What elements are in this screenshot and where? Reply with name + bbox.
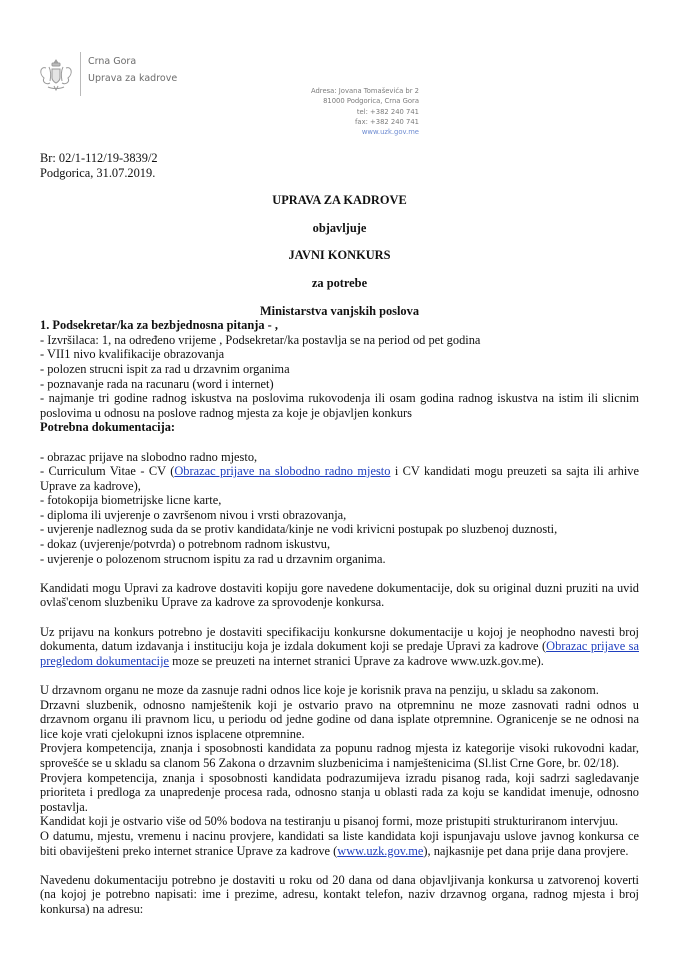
title-announces: objavljuje: [312, 220, 367, 235]
position-line-computer: - poznavanje rada na racunaru (word i internet): [40, 376, 274, 391]
documentation-item: - fotokopija biometrijske licne karte,: [40, 493, 222, 508]
org-name: [88, 53, 177, 87]
contact-address: [311, 86, 419, 137]
application-form-link[interactable]: Obrazac prijave na slobodno radno mjesto: [174, 464, 391, 479]
documentation-item: - uvjerenje nadleznog suda da se protiv kandidata/kinje ne vodi krivicni postupak po sluzbenoj duznosti,: [40, 522, 558, 537]
documentation-item-cv: [40, 464, 639, 493]
cv-text-pre: - Curriculum Vitae - CV (: [40, 464, 175, 479]
notification-text-pre: O datumu, mjestu, vremenu i nacinu provjere, kandidati sa liste kandidata koji ispunjavaju uslove javnog konkursa ce biti obaviješteni preko internet stranice Uprave za kadrove (: [40, 828, 639, 858]
logo-divider: [80, 52, 81, 96]
documentation-item: - uvjerenje o polozenom strucnom ispitu za rad u drzavnim organima.: [40, 551, 386, 566]
documentation-item: - diploma ili uvjerenje o završenom nivou i vrsti obrazovanja,: [40, 507, 347, 522]
letterhead-logo: [36, 52, 186, 96]
paragraph-specification: [40, 625, 639, 669]
documentation-heading: Potrebna dokumentacija:: [40, 420, 176, 435]
documentation-list: [40, 450, 639, 567]
condition-competence-check: Provjera kompetencija, znanja i sposobnosti kandidata za popunu radnog mjesta iz kategorije visoki rukovodni kadar, sprovešće se u skladu sa clanom 56 Zakona o drzavnim sluzbenicima i namještenicima (Sl.list Crne Gore, br. 02/18).: [40, 741, 639, 770]
title-competition: JAVNI KONKURS: [288, 248, 391, 263]
condition-interview: Kandidat koji je ostvario više od 50% bodova na testiranju u pisanoj formi, moze pristupiti strukturiranom intervjuu.: [40, 814, 619, 829]
title-for-needs: za potrebe: [311, 275, 368, 290]
org-country: Crna Gora: [88, 56, 137, 67]
title-agency: UPRAVA ZA KADROVE: [272, 193, 407, 208]
cv-text-post: i CV kandidati mogu preuzeti sa sajta ili arhive Uprave za kadrove),: [40, 464, 639, 493]
document-place-date: Podgorica, 31.07.2019.: [40, 165, 156, 180]
address-website-link[interactable]: www.uzk.gov.me: [361, 128, 419, 137]
paragraph-conditions: [40, 683, 639, 858]
title-ministry: Ministarstva vanjskih poslova: [259, 303, 420, 318]
address-fax: fax: +382 240 741: [355, 117, 419, 126]
address-city: 81000 Podgorica, Crna Gora: [323, 97, 419, 106]
notification-text-post: ), najkasnije pet dana prije dana provjere.: [423, 843, 629, 858]
document-number: Br: 02/1-112/19-3839/2: [40, 151, 158, 165]
condition-pension: U drzavnom organu ne moze da zasnuje radni odnos lice koje je korisnik prava na penziju, u skladu sa zakonom.: [40, 683, 599, 697]
position-line-executors: - Izvršilaca: 1, na određeno vrijeme , Podsekretar/ka postavlja se na period od pet godina: [40, 332, 481, 347]
paragraph-submission: Navedenu dokumentaciju potrebno je dostaviti u roku od 20 dana od dana objavljivanja konkursa u zatvorenoj koverti (na kojoj je potrebno napisati: ime i prezime, adresu, kontakt telefon, naziv drzavnog organa, radnog mjesta i broj konkursa) na adresu:: [40, 872, 639, 916]
condition-notification: [40, 829, 639, 858]
specification-text-post: moze se preuzeti na internet stranici Uprave za kadrove www.uzk.gov.me).: [169, 653, 544, 668]
form-with-review-link[interactable]: Obrazac prijave sa pregledom dokumentacije: [40, 639, 639, 668]
specification-text-pre: Uz prijavu na konkurs potrebno je dostaviti specifikaciju konkursne dokumentacije u kojoj je neophodno navesti broj dokumenta, datum izdavanja i instituciju koja je izdala dokument koji se predaje Upravi za kadrove (: [40, 624, 639, 654]
position-line-exam: - polozen strucni ispit za rad u drzavnim organima: [40, 361, 290, 376]
position-line-experience: - najmanje tri godine radnog iskustva na poslovima rukovodenja ili osam godina radnog iskustva na istim ili slicnim poslovima u odnosu na poslove radnog mjesta za koje je objavljen konkurs: [40, 391, 639, 420]
condition-written-work: Provjera kompetencija, znanja i sposobnosti kandidata podrazumijeva izradu pisanog rada, koji sadrzi sagledavanje prioriteta i predloga za unapredenje procesa rada, odnosno stanja u oblasti rada za koju se kandidat imenuje, odnosno postavlja.: [40, 770, 639, 814]
position-line-qualification: - VII1 nivo kvalifikacije obrazovanja: [40, 347, 225, 362]
coat-of-arms-icon: [36, 54, 76, 94]
documentation-item: - obrazac prijave na slobodno radno mjesto,: [40, 449, 258, 464]
document-body: [40, 151, 639, 917]
address-street: Adresa: Jovana Tomaševića br 2: [310, 87, 419, 95]
condition-severance: Drzavni sluzbenik, odnosno namještenik koji je ostvario pravo na otpremninu ne moze zasnovati radni odnos u drzavnom organu ili pravnom licu, u periodu od jedne godine od dana isplate otpremnine. Ogranicenje se ne odnosi na lice koje vrati cjelokupni iznos isplacene otpremnine.: [40, 697, 639, 741]
org-agency: Uprava za kadrove: [88, 73, 178, 84]
documentation-item: - dokaz (uvjerenje/potvrda) o potrebnom radnom iskustvu,: [40, 537, 331, 552]
position-heading: 1. Podsekretar/ka za bezbjednosna pitanja - ,: [40, 318, 278, 333]
address-phone: tel: +382 240 741: [356, 107, 419, 116]
paragraph-copies: Kandidati mogu Upravi za kadrove dostaviti kopiju gore navedene dokumentacije, dok su original duzni pruziti na uvid ovlaš'cenom sluzbeniku Uprave za kadrove za sprovodenje konkursa.: [40, 580, 639, 610]
uzk-website-link[interactable]: www.uzk.gov.me: [337, 843, 424, 858]
